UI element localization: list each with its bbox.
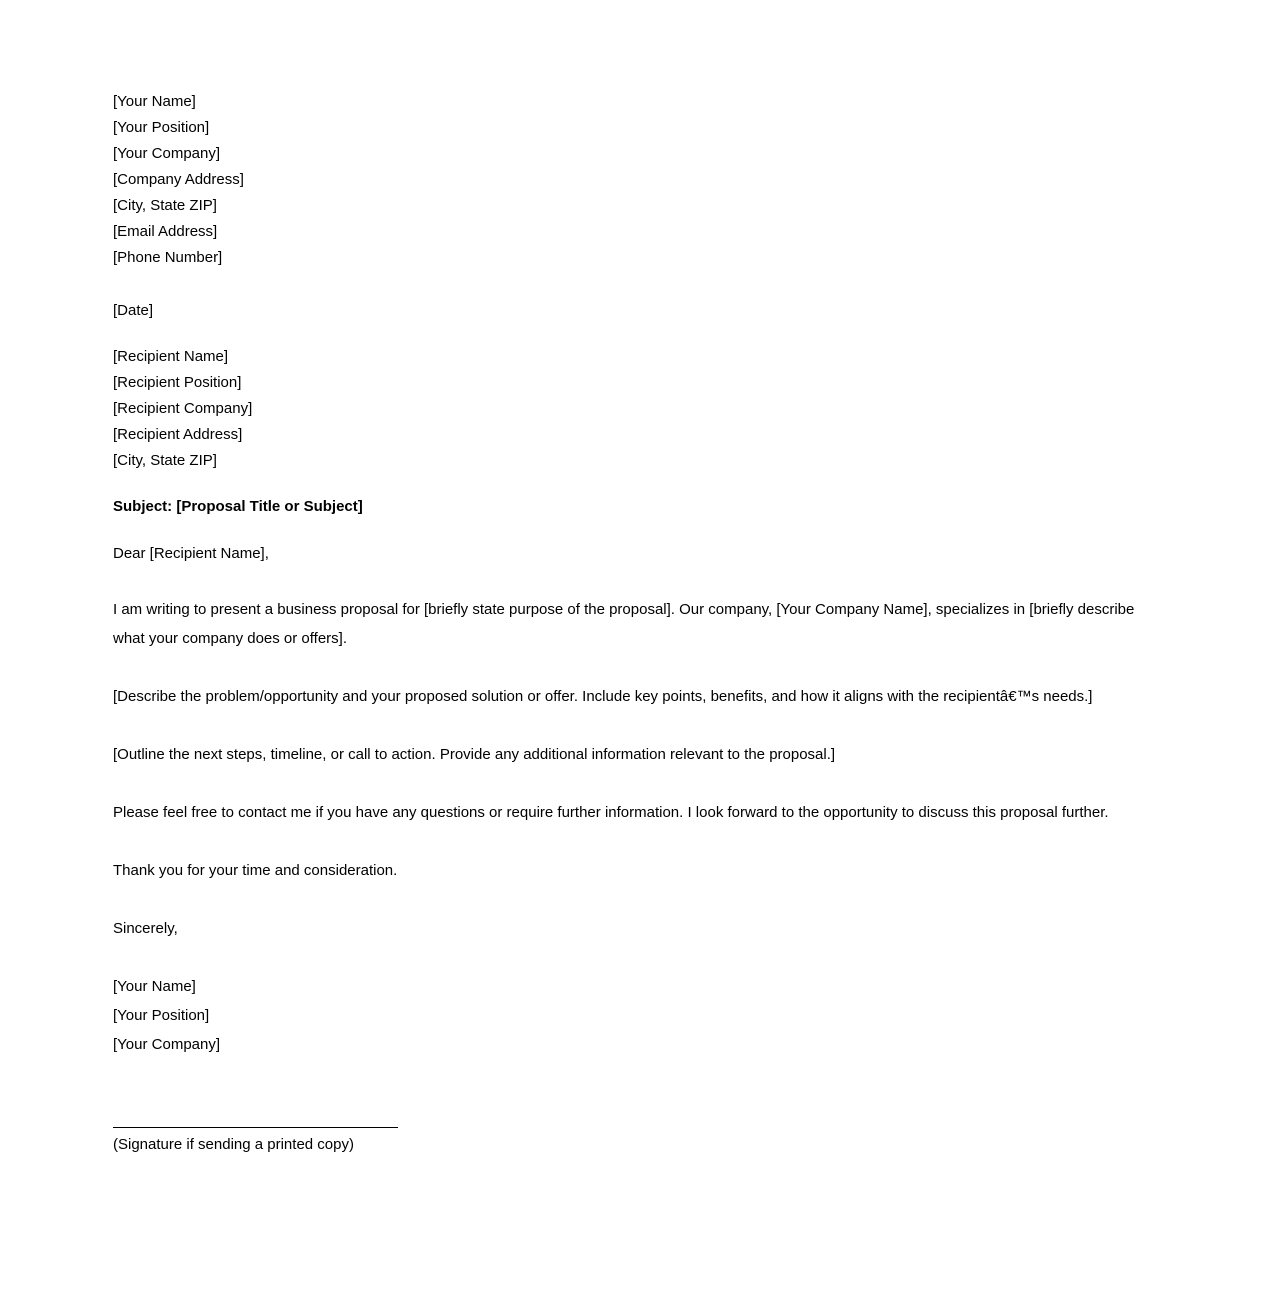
closing-line: Sincerely, [113, 920, 178, 937]
sender-phone-line: [Phone Number] [113, 249, 223, 266]
sender-city-state-zip-line: [City, State ZIP] [113, 197, 217, 214]
date-line: [Date] [113, 302, 154, 319]
sender-email-line: [Email Address] [113, 223, 218, 240]
sender-address-block [113, 89, 1153, 271]
recipient-name-line: [Recipient Name] [113, 348, 229, 365]
sender-position-line: [Your Position] [113, 119, 210, 136]
signature-position-line: [Your Position] [113, 1007, 210, 1024]
signature-name-block [113, 972, 1153, 1059]
recipient-address-block [113, 344, 1153, 474]
subject-line: Subject: [Proposal Title or Subject] [113, 498, 363, 515]
body-paragraph-next-steps: [Outline the next steps, timeline, or call to action. Provide any additional information relevant to the proposal.] [113, 746, 836, 763]
signature-name-line: [Your Name] [113, 978, 196, 995]
sender-company-address-line: [Company Address] [113, 171, 244, 188]
sender-name-line: [Your Name] [113, 93, 196, 110]
sender-company-line: [Your Company] [113, 145, 221, 162]
recipient-city-state-zip-line: [City, State ZIP] [113, 452, 217, 469]
body-paragraph-contact: Please feel free to contact me if you have any questions or require further information. I look forward to the opportunity to discuss this proposal further. [113, 804, 1109, 821]
signature-company-line: [Your Company] [113, 1036, 221, 1053]
signature-area [113, 1127, 1153, 1158]
recipient-company-line: [Recipient Company] [113, 400, 253, 417]
body-paragraph-problem-solution: [Describe the problem/opportunity and your proposed solution or offer. Include key points, benefits, and how it aligns with the recipientâ€™s needs.] [113, 688, 1093, 705]
signature-rule [113, 1127, 398, 1128]
recipient-position-line: [Recipient Position] [113, 374, 242, 391]
signature-caption: (Signature if sending a printed copy) [113, 1136, 354, 1153]
recipient-address-line: [Recipient Address] [113, 426, 243, 443]
body-paragraph-thanks: Thank you for your time and consideration. [113, 862, 398, 879]
body-paragraph-intro: I am writing to present a business proposal for [briefly state purpose of the proposal]. Our company, [Your Company Name], specializes in [briefly describe what your company does or offers]. [113, 601, 1135, 647]
greeting-line: Dear [Recipient Name], [113, 545, 269, 562]
